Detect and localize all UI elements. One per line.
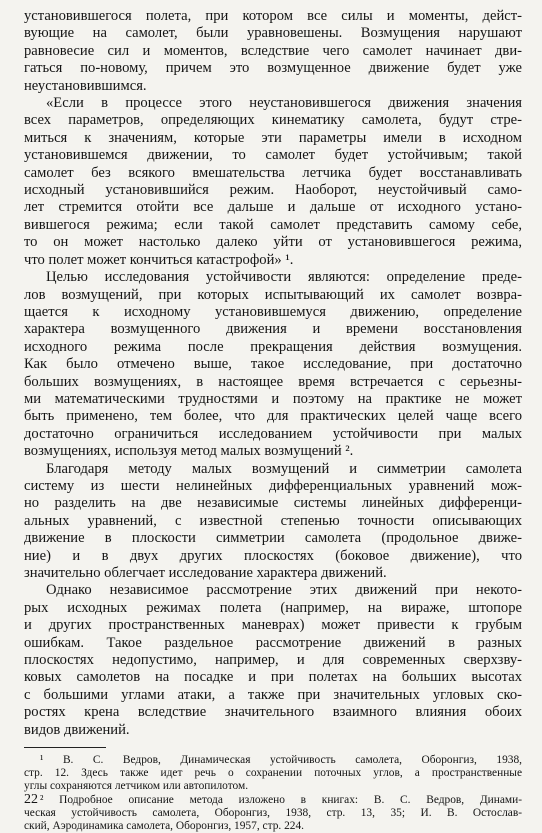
paragraph-2	[24, 95, 522, 269]
text-line: систему из шести нелинейных дифференциальных уравнений мож-	[24, 477, 522, 494]
text-line: установившегося полета, при котором все силы и моменты, дейст-	[24, 8, 522, 24]
text-line: лет стремится отойти все дальше и дальше от исходного устано-	[24, 199, 522, 216]
text-line: лов возмущений, при которых испытывающий их самолет возвра-	[24, 286, 522, 303]
text-line: больших возмущениях, в настоящее время встречается с серьезны-	[24, 373, 522, 390]
text-line: миться к значениям, которые эти параметры имели в исходном	[24, 129, 522, 146]
text-line: Однако независимое рассмотрение этих движений при некото-	[46, 582, 522, 599]
text-line: ростях крена вследствие значительного взаимного влияния обоих	[24, 704, 522, 721]
paragraph-4	[24, 461, 522, 583]
text-line: щается к исходному установившемуся движению, определение	[24, 303, 522, 320]
text-line: установившемся движении, то самолет будет устойчивым; такой	[24, 147, 522, 164]
footnote-line: ² Подробное описание метода изложено в книгах: В. С. Ведров, Динами-	[40, 793, 522, 806]
text-line: неустановившимся.	[24, 77, 147, 94]
footnote-divider	[24, 747, 106, 748]
text-line: что полет может кончиться катастрофой» ¹.	[24, 251, 294, 268]
body-text	[24, 8, 522, 739]
text-line: ошибкам. Такое раздельное рассмотрение движений в разных	[24, 634, 522, 651]
footnote-line: ¹ В. С. Ведров, Динамическая устойчивость самолета, Оборонгиз, 1938,	[40, 754, 522, 767]
text-line: исходного режима после прекращения действия возмущения.	[24, 338, 522, 355]
text-line: Целью исследования устойчивости являются: определение преде-	[46, 269, 522, 286]
footnote-line: стр. 12. Здесь также идет речь о сохранении поточных углов, а пространственные	[24, 767, 522, 780]
text-line: движение в плоскости симметрии самолета (продольное движе-	[24, 530, 522, 547]
text-line: альных уравнений, с известной степенью точности описывающих	[24, 512, 522, 529]
text-line: ние) и в двух других плоскостях (боковое движение), что	[24, 547, 522, 564]
paragraph-5	[24, 582, 522, 739]
text-line: ми математическими трудностями и поэтому на практике не может	[24, 390, 522, 407]
text-line: с большими углами атаки, а также при значительных угловых ско-	[24, 686, 522, 703]
footnotes	[24, 754, 522, 833]
text-line: плоскостях недопустимо, например, и для современных сверхзву-	[24, 652, 522, 669]
paragraph-1	[24, 8, 522, 95]
text-line: видов движений.	[24, 721, 130, 738]
page-number: 22	[24, 792, 38, 807]
text-line: вующие на самолет, были уравновешены. Возмущения нарушают	[24, 25, 522, 42]
text-line: Как было отмечено выше, такое исследование, при достаточно	[24, 356, 522, 373]
text-line: вившегося режима; если такой самолет представить самому себе,	[24, 216, 522, 233]
footnote-line: углы сохраняются летчиком или автопилотом.	[24, 780, 249, 793]
footnote-2	[24, 794, 522, 833]
text-line: и других пространственных маневрах) может привести к грубым	[24, 617, 522, 634]
text-line: достаточно ограничиться исследованием устойчивости при малых	[24, 425, 522, 442]
text-line: то он может настолько далеко уйти от установившегося режима,	[24, 234, 522, 251]
text-line: гаться по-новому, причем это возмущенное движение будет уже	[24, 60, 522, 77]
text-line: равновесие сил и моментов, вследствие чего самолет начинает дви-	[24, 42, 522, 59]
text-line: значительно облегчает исследование характера движений.	[24, 565, 387, 581]
text-line: но разделить на две независимые системы линейных дифференци-	[24, 495, 522, 512]
text-line: быть применено, тем более, что для практических целей чаще всего	[24, 408, 522, 425]
text-line: самолет без всякого вмешательства летчика будет восстанавливать	[24, 164, 522, 181]
footnote-1	[24, 754, 522, 794]
text-line: ковых самолетов на посадке и при полетах на больших высотах	[24, 669, 522, 686]
text-line: характера возмущенного движения и времени восстановления	[24, 321, 522, 338]
text-line: Благодаря методу малых возмущений и симметрии самолета	[46, 460, 522, 477]
text-line: рых исходных режимах полета (например, на вираже, штопоре	[24, 599, 522, 616]
footnote-line: ческая устойчивость самолета, Оборонгиз, 1938, стр. 13, 35; И. В. Остослав-	[24, 806, 522, 819]
text-line: исходный установившийся режим. Наоборот, неустойчивый само-	[24, 182, 522, 199]
text-line: возмущениях, используя метод малых возмущений ².	[24, 443, 354, 460]
text-line: всех параметров, определяющих кинематику самолета, будут стре-	[24, 112, 522, 129]
text-line: «Если в процессе этого неустановившегося движения значения	[46, 95, 522, 112]
paragraph-3	[24, 269, 522, 460]
footnote-line: ский, Аэродинамика самолета, Оборонгиз, 1957, стр. 224.	[24, 820, 305, 833]
